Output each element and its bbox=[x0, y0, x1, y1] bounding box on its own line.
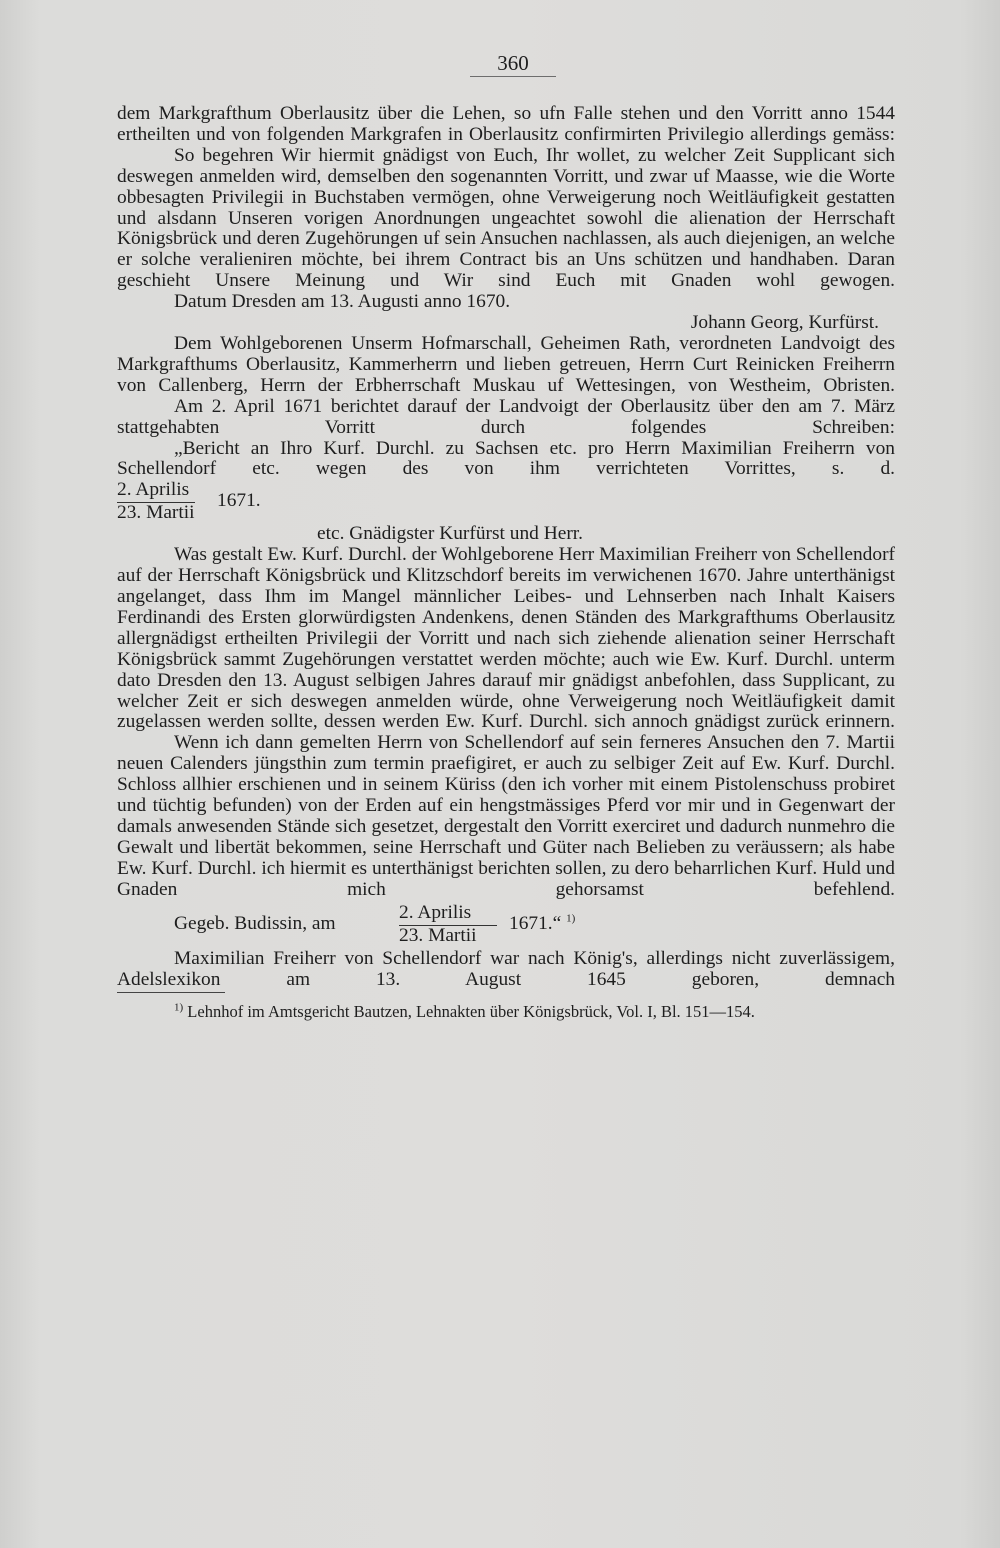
paragraph-continuation: dem Markgrafthum Oberlausitz über die Lehen, so ufn Falle stehen und den Vorritt anno 1544 ertheilten und von folgenden Markgrafen in Oberlausitz confirmirten Privilegio allerdings gemäss: bbox=[117, 103, 895, 145]
paragraph-report-vorritt: Wenn ich dann gemelten Herrn von Schellendorf auf sein ferneres Ansuchen den 7. Martii neuen Calenders jüngsthin zum termin praefigiret, er auch zu selbiger Zeit auf Ew. Kurf. Durchl. Schloss allhier erschienen und in seinem Küriss (den ich vorher mit einem Pistolenschuss probiret und tüchtig befunden) von der Erden auf ein hengstmässiges Pferd vor mir und in Gegenwart der damals anwesenden Stände sich gesetzet, dergestalt den Vorritt exerciret und dadurch nunmehro die Gewalt und libertät bekommen, seine Herrschaft und Güter nach Belieben zu veräussern; als habe Ew. Kurf. Durchl. ich hiermit es unterthänigst berichten sollen, zu dero beharrlichen Kurf. Huld und Gnaden mich gehorsamst befehlend. bbox=[117, 732, 895, 900]
page-number: 360 bbox=[470, 50, 556, 77]
paragraph-request: So begehren Wir hiermit gnädigst von Euch, Ihr wollet, zu welcher Zeit Supplicant sich deswegen anmelden wird, demselben den sogenannten Vorritt, und zwar uf Maasse, wie die Worte obbesagten Privilegii in Buchstaben vermögen, ohne Verweigerung noch Weitläufigkeit gestatten und alsdann Unseren vorigen Anordnungen ungeachtet sowohl die alienation der Herrschaft Königsbrück und deren Zugehörungen uf sein Ansuchen nachlassen, als auch diejenigen, an welche er solche veralieniren möchte, bei ihrem Contract bis an Uns schützen und handhaben. Daran geschieht Unsere Meinung und Wir sind Euch mit Gnaden wohl gewogen. bbox=[117, 144, 895, 292]
paragraph-report-title: „Bericht an Ihro Kurf. Durchl. zu Sachsen etc. pro Herrn Maximilian Freiherrn von Schellendorf etc. wegen des von ihm verrichteten Vorrittes, s. d. bbox=[117, 437, 895, 480]
salutation: etc. Gnädigster Kurfürst und Herr. bbox=[317, 523, 584, 545]
footnote-body: Lehnhof im Amtsgericht Bautzen, Lehnakten über Königsbrück, Vol. I, Bl. 151—154. bbox=[187, 1002, 755, 1022]
closing-prefix: Gegeb. Budissin, am bbox=[174, 912, 336, 934]
paragraph-date: Datum Dresden am 13. Augusti anno 1670. bbox=[174, 291, 511, 313]
date-fraction-year: 1671. bbox=[217, 490, 261, 512]
paragraph-address: Dem Wohlgeborenen Unserm Hofmarschall, Geheimen Rath, verordneten Landvoigt des Markgrafthums Oberlausitz, Kammerherrn und lieben getreuen, Herrn Curt Reinicken Freiherrn von Callenberg, Herrn der Erbherrschaft Muskau uf Wettesingen, von Westheim, Obristen. bbox=[117, 332, 895, 396]
closing-year-text: 1671.“ bbox=[509, 912, 562, 934]
paragraph-report-intro: Am 2. April 1671 berichtet darauf der Landvoigt der Oberlausitz über den am 7. März stattgehabten Vorritt durch folgendes Schreiben: bbox=[117, 395, 895, 438]
date-fraction-denominator: 23. Martii bbox=[117, 502, 195, 524]
closing-denominator: 23. Martii bbox=[399, 925, 497, 947]
closing-year bbox=[509, 914, 575, 935]
paragraph-biography: Maximilian Freiherr von Schellendorf war nach König's, allerdings nicht zuverlässigem, Adelslexikon am 13. August 1645 geboren, demnach bbox=[117, 947, 895, 990]
footnote bbox=[117, 1003, 895, 1021]
footnote-text bbox=[117, 1003, 895, 1021]
footnote-marker: 1) bbox=[174, 1001, 184, 1014]
footnote-separator bbox=[117, 992, 225, 993]
date-fraction bbox=[117, 480, 895, 524]
main-text bbox=[117, 104, 895, 1021]
paragraph-report-body: Was gestalt Ew. Kurf. Durchl. der Wohlgeborene Herr Maximilian Freiherr von Schellendorf auf der Herrschaft Königsbrück und Klitzschdorf bereits im verwichenen 1670. Jahre unterthänigst angelanget, dass Ihm im Mangel männlicher Leibes- und Lehnserben nach Inhalt Kaisers Ferdinandi des Ersten glorwürdigsten Andenkens, denen Ständen des Markgrafthums Oberlausitz allergnädigst ertheilten Privilegii der Vorritt und nach sich ziehende alienation seiner Herrschaft Königsbrück sammt Zugehörungen verstattet werden möchte; auch wie Ew. Kurf. Durchl. unterm dato Dresden den 13. August selbigen Jahres darauf mir gnädigst anbefohlen, dass Supplicant, zu welcher Zeit er sich deswegen anmelden würde, ohne Verweigerung noch Weitläufigkeit damit zugelassen werden sollte, dessen werden Ew. Kurf. Durchl. sich annoch gnädigst zurück erinnern. bbox=[117, 544, 895, 733]
signature-line: Johann Georg, Kurfürst. bbox=[690, 312, 879, 334]
date-fraction-numerator: 2. Aprilis bbox=[117, 479, 190, 501]
closing-date bbox=[117, 903, 895, 947]
closing-numerator: 2. Aprilis bbox=[399, 901, 472, 923]
footnote-reference: 1) bbox=[566, 912, 576, 925]
